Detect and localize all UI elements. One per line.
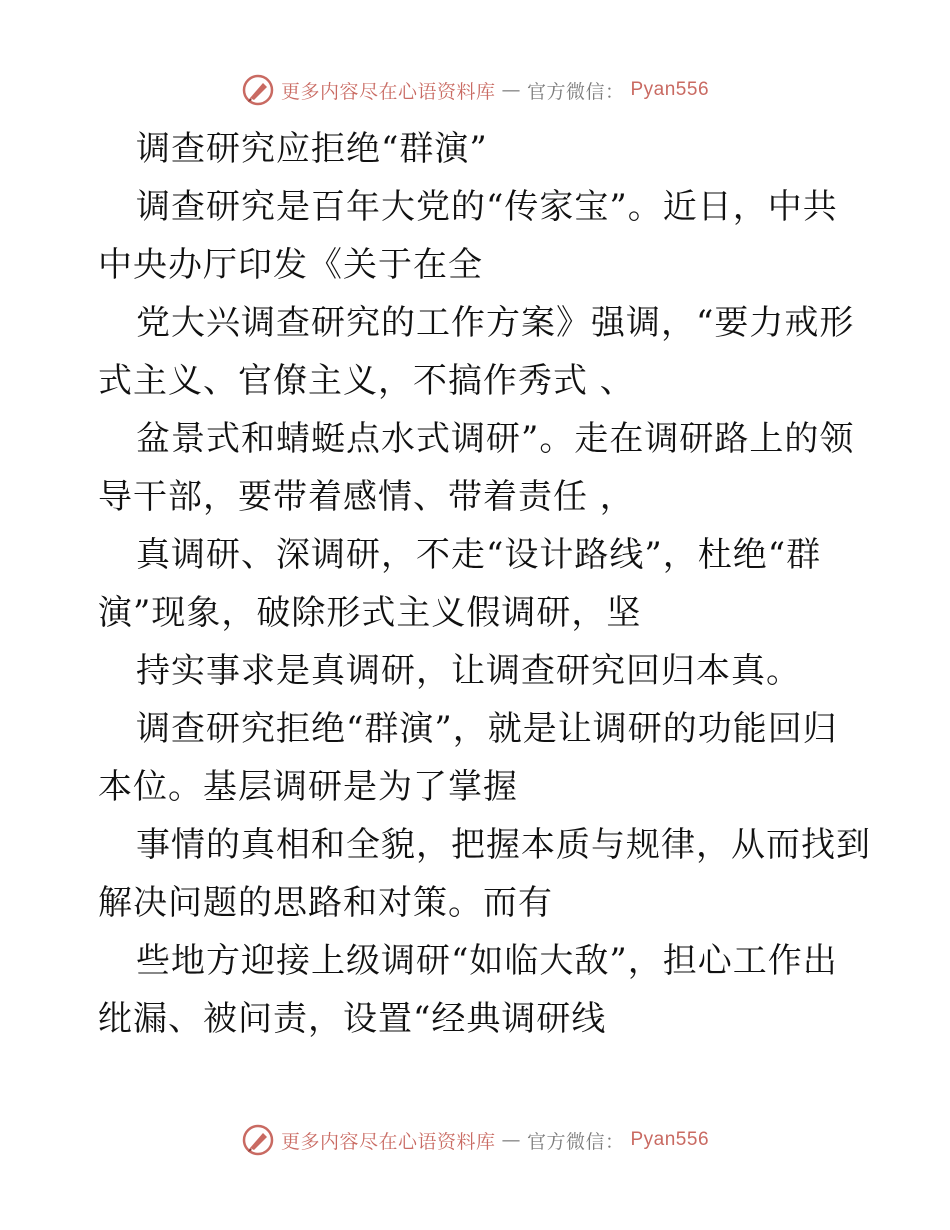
text-line: 本位。基层调研是为了掌握 <box>98 767 518 807</box>
text-line: 些地方迎接上级调研“如临大敌”，担心工作出 <box>136 941 838 981</box>
footer-watermark <box>0 1120 950 1160</box>
text-line: 真调研、深调研，不走“设计路线”，杜绝“群 <box>136 535 822 575</box>
pen-logo-icon <box>241 73 275 107</box>
text-line: 盆景式和蜻蜓点水式调研”。走在调研路上的领 <box>136 419 855 459</box>
document-title: 调查研究应拒绝“群演” <box>136 129 488 169</box>
watermark-wechat-id: Pyan556 <box>630 79 710 100</box>
watermark-wechat-id: Pyan556 <box>630 1129 710 1150</box>
header-watermark <box>0 70 950 110</box>
text-line: 党大兴调查研究的工作方案》强调，“要力戒形 <box>136 303 855 343</box>
watermark-brand: 更多内容尽在心语资料库 <box>280 1130 496 1153</box>
text-line: 中央办厅印发《关于在全 <box>98 245 483 285</box>
text-line: 持实事求是真调研，让调查研究回归本真。 <box>136 651 801 691</box>
document-body <box>98 120 871 1048</box>
watermark-separator: — <box>501 79 521 101</box>
pen-logo-icon <box>241 1123 275 1157</box>
watermark-wechat-label: 官方微信： <box>526 1130 625 1153</box>
text-line: 式主义、官僚主义，不搞作秀式 、 <box>98 361 635 401</box>
text-line: 事情的真相和全貌，把握本质与规律，从而找到 <box>136 825 871 865</box>
text-line: 导干部，要带着感情、带着责任 ， <box>98 477 635 517</box>
watermark-separator: — <box>501 1129 521 1151</box>
text-line: 调查研究是百年大党的“传家宝”。近日，中共 <box>136 187 838 227</box>
text-line: 调查研究拒绝“群演”，就是让调研的功能回归 <box>136 709 838 749</box>
text-line: 演”现象，破除形式主义假调研，坚 <box>98 593 642 633</box>
watermark-brand: 更多内容尽在心语资料库 <box>280 80 496 103</box>
text-line: 解决问题的思路和对策。而有 <box>98 883 553 923</box>
text-line: 纰漏、被问责，设置“经典调研线 <box>98 999 607 1039</box>
watermark-wechat-label: 官方微信： <box>526 80 625 103</box>
